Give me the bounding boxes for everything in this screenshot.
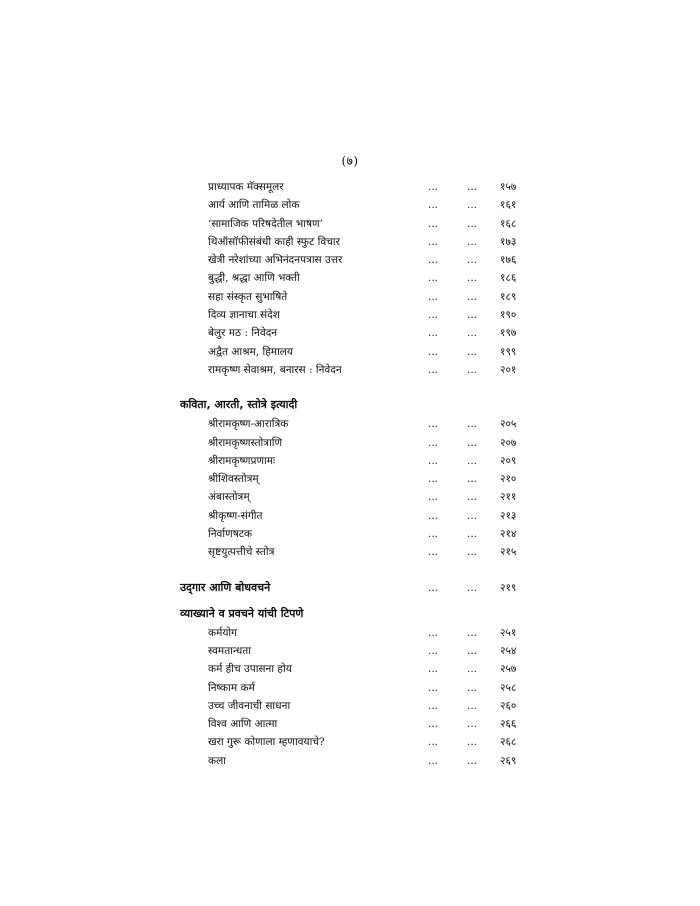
page-ref: २५७ xyxy=(500,663,517,676)
toc-entry xyxy=(0,415,700,433)
leader-dots: ... xyxy=(428,644,439,657)
entry-title: श्रीशिवस्तोत्रम् xyxy=(208,473,259,486)
leader-dots: ... xyxy=(467,736,478,749)
leader-dots: ... xyxy=(467,217,478,230)
page-ref: १९९ xyxy=(500,345,517,358)
leader-dots: ... xyxy=(428,309,439,322)
toc-entry xyxy=(0,470,700,488)
toc-entry xyxy=(0,251,700,269)
toc-group-lectures xyxy=(0,624,700,770)
leader-dots: ... xyxy=(428,454,439,467)
toc-entry xyxy=(0,178,700,196)
page-ref: २५१ xyxy=(500,626,517,639)
toc-entry xyxy=(0,697,700,715)
page-number: (७) xyxy=(341,154,359,168)
page-ref: २०७ xyxy=(500,436,517,449)
leader-dots: ... xyxy=(428,436,439,449)
toc-group-poems xyxy=(0,415,700,561)
toc-entry xyxy=(0,434,700,452)
toc-entry xyxy=(0,361,700,379)
toc-entry xyxy=(0,452,700,470)
entry-title: निष्काम कर्म xyxy=(208,681,255,694)
leader-dots: ... xyxy=(428,754,439,767)
toc-entry xyxy=(0,543,700,561)
leader-dots: ... xyxy=(428,181,439,193)
section-title: कविता, आरती, स्तोत्रे इत्यादी xyxy=(180,398,298,412)
leader-dots: ... xyxy=(467,254,478,267)
leader-dots: ... xyxy=(467,681,478,694)
section-heading-poems xyxy=(0,395,700,415)
leader-dots: ... xyxy=(428,199,439,212)
toc-entry xyxy=(0,233,700,251)
leader-dots: ... xyxy=(428,626,439,639)
leader-dots: ... xyxy=(467,699,478,712)
entry-title: थिऑसॉफीसंबंधी काही स्फुट विचार xyxy=(208,235,340,248)
leader-dots: ... xyxy=(467,272,478,285)
toc-entry xyxy=(0,306,700,324)
entry-title: सृष्टयुत्पत्तीचे स्तोत्र xyxy=(208,546,275,559)
toc-entry xyxy=(0,196,700,214)
entry-title: सहा संस्कृत सुभाषिते xyxy=(208,290,288,303)
leader-dots: ... xyxy=(428,718,439,731)
entry-title: श्रीरामकृष्णस्तोत्राणि xyxy=(208,436,283,449)
leader-dots: ... xyxy=(428,235,439,248)
entry-title: निर्वाणषटक xyxy=(208,528,253,541)
leader-dots: ... xyxy=(428,473,439,486)
leader-dots: ... xyxy=(428,327,439,340)
toc-entry xyxy=(0,324,700,342)
leader-dots: ... xyxy=(428,217,439,230)
leader-dots: ... xyxy=(428,363,439,376)
entry-title: उच्च जीवनाची साधना xyxy=(208,699,291,712)
leader-dots: ... xyxy=(467,754,478,767)
page-ref: २१५ xyxy=(500,546,517,559)
section-title: व्याख्याने व प्रवचने यांची टिपणे xyxy=(180,606,304,620)
page-ref: २१० xyxy=(500,473,517,486)
section-heading-sayings xyxy=(0,578,700,598)
page-ref: २११ xyxy=(500,491,517,504)
page-ref: १८९ xyxy=(500,290,517,303)
entry-title: बुद्धी, श्रद्धा आणि भक्ती xyxy=(208,272,300,285)
page-ref: २६० xyxy=(500,699,517,712)
leader-dots: ... xyxy=(467,327,478,340)
leader-dots: ... xyxy=(428,546,439,559)
entry-title: कर्म हीच उपासना होय xyxy=(208,663,292,676)
leader-dots: ... xyxy=(467,290,478,303)
toc-entry xyxy=(0,752,700,770)
page-ref: २५८ xyxy=(500,681,517,694)
toc-entry xyxy=(0,715,700,733)
leader-dots: ... xyxy=(467,309,478,322)
leader-dots: ... xyxy=(467,644,478,657)
toc-entry xyxy=(0,488,700,506)
entry-title: आर्य आणि तामिळ लोक xyxy=(208,199,300,212)
leader-dots: ... xyxy=(428,528,439,541)
entry-title: कला xyxy=(208,754,226,767)
leader-dots: ... xyxy=(428,663,439,676)
page-ref: १७६ xyxy=(500,254,517,267)
page-ref: १७३ xyxy=(500,235,517,248)
entry-title: स्वमतान्धता xyxy=(208,644,251,657)
leader-dots: ... xyxy=(467,546,478,559)
entry-title: विश्व आणि आत्मा xyxy=(208,718,278,731)
leader-dots: ... xyxy=(467,509,478,522)
leader-dots: ... xyxy=(428,290,439,303)
leader-dots: ... xyxy=(467,235,478,248)
page-ref: २०९ xyxy=(500,454,517,467)
leader-dots: ... xyxy=(428,254,439,267)
entry-title: खेत्री नरेशांच्या अभिनंदनपत्रास उत्तर xyxy=(208,254,343,267)
leader-dots: ... xyxy=(467,363,478,376)
entry-title: अंबास्तोत्रम् xyxy=(208,491,250,504)
leader-dots: ... xyxy=(428,345,439,358)
leader-dots: ... xyxy=(467,345,478,358)
entry-title: दिव्य ज्ञानाचा संदेश xyxy=(208,309,280,322)
toc-entry xyxy=(0,343,700,361)
section-heading-lectures xyxy=(0,604,700,624)
page-ref: १६८ xyxy=(500,217,517,230)
leader-dots: ... xyxy=(467,663,478,676)
page-ref: १८६ xyxy=(500,272,517,285)
toc-entry xyxy=(0,269,700,287)
page-ref: १९० xyxy=(500,309,517,322)
leader-dots: ... xyxy=(428,736,439,749)
page-ref: २६८ xyxy=(500,736,517,749)
toc-group-essays xyxy=(0,178,700,379)
page-ref: १६१ xyxy=(500,199,517,212)
entry-title: रामकृष्ण सेवाश्रम, बनारस : निवेदन xyxy=(208,363,342,376)
leader-dots: ... xyxy=(428,681,439,694)
page-ref: २६६ xyxy=(500,718,517,731)
page-ref: २०१ xyxy=(500,363,517,376)
leader-dots: ... xyxy=(428,491,439,504)
leader-dots: ... xyxy=(467,473,478,486)
leader-dots: ... xyxy=(467,436,478,449)
leader-dots: ... xyxy=(467,418,478,431)
section-title: उद्‌गार आणि बोधवचने xyxy=(180,580,271,594)
entry-title: ‘सामाजिक परिषदेतील भाषण’ xyxy=(208,217,323,230)
page-ref: २१३ xyxy=(500,509,517,522)
leader-dots: ... xyxy=(428,418,439,431)
leader-dots: ... xyxy=(428,699,439,712)
leader-dots: ... xyxy=(428,581,439,594)
leader-dots: ... xyxy=(467,454,478,467)
toc-entry xyxy=(0,642,700,660)
leader-dots: ... xyxy=(467,528,478,541)
page-ref: २६९ xyxy=(500,754,517,767)
page-ref: १५७ xyxy=(500,181,517,193)
toc-entry xyxy=(0,288,700,306)
page-ref: २१९ xyxy=(500,581,517,594)
toc-entry xyxy=(0,660,700,678)
entry-title: कर्मयोग xyxy=(208,626,238,639)
entry-title: श्रीरामकृष्ण-आरात्रिक xyxy=(208,418,289,431)
leader-dots: ... xyxy=(467,199,478,212)
entry-title: श्रीरामकृष्णप्रणामः xyxy=(208,454,276,467)
page-ref: २१४ xyxy=(500,528,517,541)
toc-entry xyxy=(0,215,700,233)
page-ref: १९७ xyxy=(500,327,517,340)
page-ref: २५४ xyxy=(500,644,517,657)
entry-title: खरा गुरू कोणाला म्हणावयाचे? xyxy=(208,736,325,749)
table-of-contents xyxy=(0,178,700,770)
leader-dots: ... xyxy=(428,509,439,522)
entry-title: प्राध्यापक मॅक्समूलर xyxy=(208,181,284,193)
entry-title: बेलुर मठ : निवेदन xyxy=(208,327,278,340)
toc-entry xyxy=(0,733,700,751)
leader-dots: ... xyxy=(467,181,478,193)
toc-entry xyxy=(0,507,700,525)
entry-title: श्रीकृष्ण-संगीत xyxy=(208,509,263,522)
toc-entry xyxy=(0,525,700,543)
leader-dots: ... xyxy=(467,626,478,639)
page-ref: २०५ xyxy=(500,418,517,431)
leader-dots: ... xyxy=(467,718,478,731)
entry-title: अद्वैत आश्रम, हिमालय xyxy=(208,345,294,358)
leader-dots: ... xyxy=(467,491,478,504)
leader-dots: ... xyxy=(428,272,439,285)
leader-dots: ... xyxy=(467,581,478,594)
toc-entry xyxy=(0,679,700,697)
toc-entry xyxy=(0,624,700,642)
